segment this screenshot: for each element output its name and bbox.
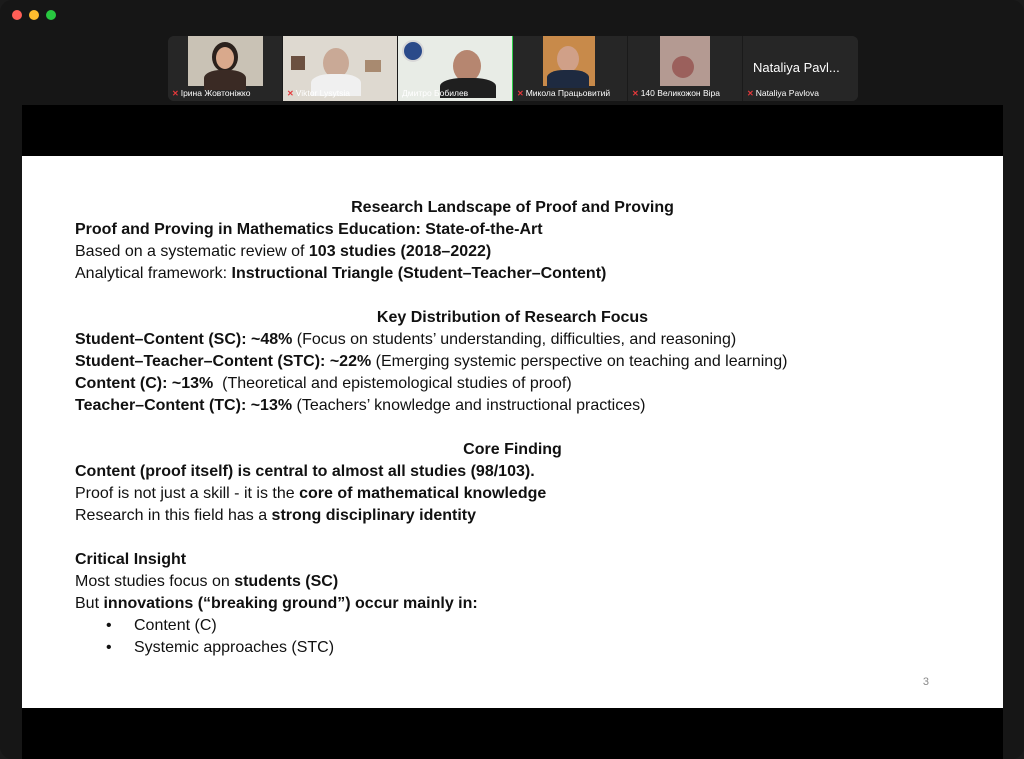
core-finding-line: Content (proof itself) is central to almost all studies (98/103). <box>75 463 535 480</box>
participant-name-label: Дмитро Бобилев <box>402 88 469 98</box>
insight-line: But innovations (“breaking ground”) occur mainly in: <box>75 595 478 612</box>
minimize-window-button[interactable] <box>29 10 39 20</box>
participant-name-label: ✕ Nataliya Pavlova <box>747 88 820 98</box>
distribution-item: Student–Teacher–Content (STC): ~22% (Emerging systemic perspective on teaching and learning) <box>75 353 788 370</box>
mic-muted-icon: ✕ <box>632 88 639 98</box>
framework-line: Analytical framework: Instructional Triangle (Student–Teacher–Content) <box>75 265 607 282</box>
participant-tile-active-speaker[interactable] <box>398 36 513 101</box>
insight-line: Most studies focus on students (SC) <box>75 573 339 590</box>
distribution-item: Content (C): ~13% (Theoretical and epistemological studies of proof) <box>75 375 572 392</box>
critical-insight-heading: Critical Insight <box>75 551 187 568</box>
core-finding-heading: Core Finding <box>463 441 562 458</box>
mic-muted-icon: ✕ <box>172 88 179 98</box>
bullet-item: • Content (C) <box>110 616 217 636</box>
distribution-item: Student–Content (SC): ~48% (Focus on students’ understanding, difficulties, and reasoning) <box>75 331 737 348</box>
mic-muted-icon: ✕ <box>747 88 754 98</box>
participant-gallery <box>168 36 858 101</box>
mic-muted-icon: ✕ <box>517 88 524 98</box>
participant-name-label: ✕ Viktor Lysytsia <box>287 88 351 98</box>
core-finding-line: Research in this field has a strong disciplinary identity <box>75 507 477 524</box>
participant-tile[interactable] <box>628 36 743 101</box>
slide-title: Research Landscape of Proof and Proving <box>351 199 674 216</box>
participant-tile[interactable] <box>743 36 858 101</box>
maximize-window-button[interactable] <box>46 10 56 20</box>
core-finding-line: Proof is not just a skill - it is the core of mathematical knowledge <box>75 485 547 502</box>
slide-subtitle: Proof and Proving in Mathematics Education: State-of-the-Art <box>75 221 543 238</box>
presentation-slide <box>22 156 1003 708</box>
participant-name-label: ✕ Ірина Жовтоніжко <box>172 88 251 98</box>
slide-page-number: 3 <box>922 676 929 688</box>
close-window-button[interactable] <box>12 10 22 20</box>
distribution-heading: Key Distribution of Research Focus <box>376 309 649 326</box>
window-controls <box>12 10 56 20</box>
participant-name-label: ✕ 140 Великожон Віра <box>632 88 720 98</box>
participant-tile[interactable] <box>513 36 628 101</box>
participant-name-label: ✕ Микола Працьовитий <box>517 88 611 98</box>
review-line: Based on a systematic review of 103 studies (2018–2022) <box>75 243 492 260</box>
mic-muted-icon: ✕ <box>287 88 294 98</box>
screen-share-area <box>22 105 1003 759</box>
distribution-item: Teacher–Content (TC): ~13% (Teachers’ knowledge and instructional practices) <box>75 397 646 414</box>
participant-tile[interactable] <box>168 36 283 101</box>
logo-icon <box>402 40 424 62</box>
participant-display-name: Nataliya Pavl... <box>753 60 840 75</box>
participant-tile[interactable] <box>283 36 398 101</box>
bullet-item: • Systemic approaches (STC) <box>110 638 334 658</box>
